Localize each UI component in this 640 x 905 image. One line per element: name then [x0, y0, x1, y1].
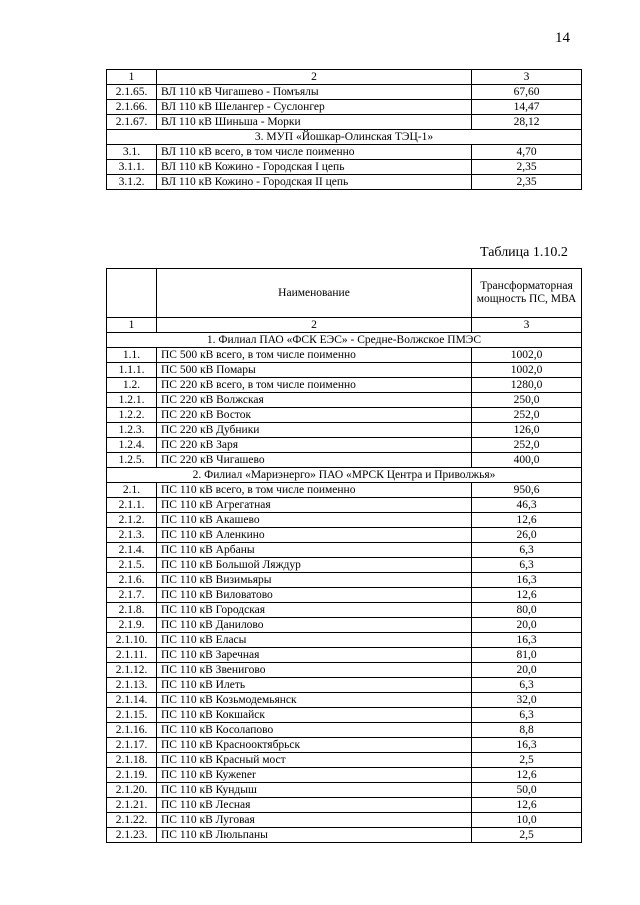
- row-name-cell: ВЛ 110 кВ Кожино - Городская II цепь: [157, 175, 472, 190]
- row-number-cell: 1.1.: [107, 348, 157, 363]
- row-number-cell: 2.1.11.: [107, 648, 157, 663]
- table-row: [107, 423, 582, 438]
- table-row: [107, 588, 582, 603]
- row-number-cell: 2.1.3.: [107, 528, 157, 543]
- row-name-cell: ПС 110 кВ Луговая: [157, 813, 472, 828]
- row-value-cell: 20,0: [472, 663, 582, 678]
- row-name-cell: ПС 110 кВ Арбаны: [157, 543, 472, 558]
- row-name-cell: ПС 110 кВ Кужener: [157, 768, 472, 783]
- table-row: [107, 618, 582, 633]
- row-name-cell: ПС 110 кВ Агрегатная: [157, 498, 472, 513]
- row-number-cell: 1.2.: [107, 378, 157, 393]
- row-value-cell: 2,35: [472, 175, 582, 190]
- row-name-cell: ПС 220 кВ Волжская: [157, 393, 472, 408]
- table-row: [107, 678, 582, 693]
- section-title: 1. Филиал ПАО «ФСК ЕЭС» - Средне-Волжское ПМЭС: [107, 333, 582, 348]
- table-caption: Таблица 1.10.2: [480, 245, 568, 260]
- row-number-cell: 2.1.15.: [107, 708, 157, 723]
- row-name-cell: ПС 110 кВ Звенигово: [157, 663, 472, 678]
- column-number-cell: 3: [472, 70, 582, 85]
- row-value-cell: 400,0: [472, 453, 582, 468]
- row-number-cell: 2.1.12.: [107, 663, 157, 678]
- row-number-cell: 1.2.2.: [107, 408, 157, 423]
- column-number-cell: 3: [472, 318, 582, 333]
- row-number-cell: 2.1.17.: [107, 738, 157, 753]
- row-name-cell: ВЛ 110 кВ Шелангер - Суслонгер: [157, 100, 472, 115]
- section-title: 2. Филиал «Мариэнерго» ПАО «МРСК Центра и Приволжья»: [107, 468, 582, 483]
- row-name-cell: ПС 110 кВ Городская: [157, 603, 472, 618]
- row-number-cell: 2.1.8.: [107, 603, 157, 618]
- row-value-cell: 6,3: [472, 678, 582, 693]
- table-row: [107, 708, 582, 723]
- row-value-cell: 80,0: [472, 603, 582, 618]
- column-number-row: [107, 318, 582, 333]
- table-substations: [106, 268, 582, 843]
- row-name-cell: ПС 110 кВ Данилово: [157, 618, 472, 633]
- table-row: [107, 603, 582, 618]
- row-name-cell: ПС 500 кВ Помары: [157, 363, 472, 378]
- row-number-cell: 2.1.21.: [107, 798, 157, 813]
- section-row: [107, 333, 582, 348]
- row-value-cell: 12,6: [472, 513, 582, 528]
- row-value-cell: 250,0: [472, 393, 582, 408]
- table-row: [107, 753, 582, 768]
- row-value-cell: 10,0: [472, 813, 582, 828]
- table-row: [107, 498, 582, 513]
- row-number-cell: 1.2.5.: [107, 453, 157, 468]
- row-number-cell: 3.1.: [107, 145, 157, 160]
- table-row: [107, 573, 582, 588]
- section-title: 3. МУП «Йошкар-Олинская ТЭЦ-1»: [107, 130, 582, 145]
- row-name-cell: ВЛ 110 кВ всего, в том числе поименно: [157, 145, 472, 160]
- table-row: [107, 738, 582, 753]
- row-value-cell: 4,70: [472, 145, 582, 160]
- table-row: [107, 175, 582, 190]
- row-name-cell: ВЛ 110 кВ Шиньша - Морки: [157, 115, 472, 130]
- row-number-cell: 2.1.5.: [107, 558, 157, 573]
- row-value-cell: 8,8: [472, 723, 582, 738]
- row-name-cell: ПС 220 кВ Восток: [157, 408, 472, 423]
- row-value-cell: 28,12: [472, 115, 582, 130]
- head-power-cell: Трансформаторная мощность ПС, МВА: [472, 269, 582, 318]
- column-number-cell: 2: [157, 70, 472, 85]
- row-value-cell: 6,3: [472, 558, 582, 573]
- row-number-cell: 2.1.6.: [107, 573, 157, 588]
- row-value-cell: 2,5: [472, 828, 582, 843]
- row-name-cell: ПС 110 кВ Кокшайск: [157, 708, 472, 723]
- row-value-cell: 252,0: [472, 408, 582, 423]
- row-number-cell: 2.1.66.: [107, 100, 157, 115]
- row-number-cell: 1.1.1.: [107, 363, 157, 378]
- table-row: [107, 378, 582, 393]
- row-name-cell: ВЛ 110 кВ Чигашево - Помъялы: [157, 85, 472, 100]
- row-name-cell: ПС 110 кВ Лесная: [157, 798, 472, 813]
- row-number-cell: 2.1.9.: [107, 618, 157, 633]
- table-row: [107, 798, 582, 813]
- row-number-cell: 2.1.18.: [107, 753, 157, 768]
- row-name-cell: ПС 110 кВ Козьмодемьянск: [157, 693, 472, 708]
- row-number-cell: 2.1.65.: [107, 85, 157, 100]
- table-row: [107, 693, 582, 708]
- row-name-cell: ПС 220 кВ Чигашево: [157, 453, 472, 468]
- row-value-cell: 126,0: [472, 423, 582, 438]
- table-row: [107, 100, 582, 115]
- row-value-cell: 12,6: [472, 798, 582, 813]
- row-name-cell: ПС 110 кВ Виловатово: [157, 588, 472, 603]
- row-number-cell: 3.1.2.: [107, 175, 157, 190]
- column-number-row: [107, 70, 582, 85]
- table-row: [107, 483, 582, 498]
- row-name-cell: ПС 110 кВ всего, в том числе поименно: [157, 483, 472, 498]
- row-number-cell: 1.2.1.: [107, 393, 157, 408]
- table-head-row: [107, 269, 582, 318]
- table-row: [107, 828, 582, 843]
- column-number-cell: 1: [107, 318, 157, 333]
- table-row: [107, 768, 582, 783]
- row-number-cell: 2.1.14.: [107, 693, 157, 708]
- table-row: [107, 783, 582, 798]
- row-name-cell: ПС 110 кВ Краснооктябрьск: [157, 738, 472, 753]
- row-name-cell: ПС 220 кВ всего, в том числе поименно: [157, 378, 472, 393]
- row-name-cell: ПС 500 кВ всего, в том числе поименно: [157, 348, 472, 363]
- table-row: [107, 513, 582, 528]
- row-value-cell: 26,0: [472, 528, 582, 543]
- row-value-cell: 2,5: [472, 753, 582, 768]
- row-name-cell: ПС 110 кВ Косолапово: [157, 723, 472, 738]
- table-row: [107, 663, 582, 678]
- row-name-cell: ПС 110 кВ Визимьяры: [157, 573, 472, 588]
- table-row: [107, 115, 582, 130]
- row-value-cell: 12,6: [472, 768, 582, 783]
- row-name-cell: ПС 220 кВ Дубники: [157, 423, 472, 438]
- table-row: [107, 145, 582, 160]
- row-number-cell: 2.1.13.: [107, 678, 157, 693]
- row-number-cell: 2.1.16.: [107, 723, 157, 738]
- row-name-cell: ВЛ 110 кВ Кожино - Городская I цепь: [157, 160, 472, 175]
- table-row: [107, 543, 582, 558]
- row-number-cell: 2.1.19.: [107, 768, 157, 783]
- row-value-cell: 1280,0: [472, 378, 582, 393]
- table-row: [107, 438, 582, 453]
- page-number: 14: [555, 30, 570, 46]
- row-number-cell: 2.1.: [107, 483, 157, 498]
- table-row: [107, 813, 582, 828]
- row-number-cell: 2.1.2.: [107, 513, 157, 528]
- row-name-cell: ПС 110 кВ Заречная: [157, 648, 472, 663]
- row-name-cell: ПС 110 кВ Илеть: [157, 678, 472, 693]
- table-row: [107, 633, 582, 648]
- table-row: [107, 558, 582, 573]
- head-num-cell: [107, 269, 157, 318]
- table-row: [107, 453, 582, 468]
- table-row: [107, 393, 582, 408]
- table-row: [107, 85, 582, 100]
- row-name-cell: ПС 110 кВ Кундыш: [157, 783, 472, 798]
- table-row: [107, 348, 582, 363]
- row-name-cell: ПС 110 кВ Красный мост: [157, 753, 472, 768]
- column-number-cell: 2: [157, 318, 472, 333]
- row-name-cell: ПС 110 кВ Люльпаны: [157, 828, 472, 843]
- row-number-cell: 2.1.22.: [107, 813, 157, 828]
- row-name-cell: ПС 110 кВ Еласы: [157, 633, 472, 648]
- row-name-cell: ПС 220 кВ Заря: [157, 438, 472, 453]
- head-name-cell: Наименование: [157, 269, 472, 318]
- row-number-cell: 2.1.20.: [107, 783, 157, 798]
- row-number-cell: 1.2.3.: [107, 423, 157, 438]
- row-value-cell: 252,0: [472, 438, 582, 453]
- row-number-cell: 2.1.4.: [107, 543, 157, 558]
- row-value-cell: 20,0: [472, 618, 582, 633]
- row-number-cell: 3.1.1.: [107, 160, 157, 175]
- row-value-cell: 1002,0: [472, 348, 582, 363]
- row-number-cell: 2.1.1.: [107, 498, 157, 513]
- column-number-cell: 1: [107, 70, 157, 85]
- table-row: [107, 408, 582, 423]
- row-number-cell: 2.1.7.: [107, 588, 157, 603]
- row-value-cell: 16,3: [472, 738, 582, 753]
- row-value-cell: 1002,0: [472, 363, 582, 378]
- row-name-cell: ПС 110 кВ Аленкино: [157, 528, 472, 543]
- row-value-cell: 12,6: [472, 588, 582, 603]
- row-value-cell: 14,47: [472, 100, 582, 115]
- section-row: [107, 468, 582, 483]
- row-name-cell: ПС 110 кВ Акашево: [157, 513, 472, 528]
- row-value-cell: 2,35: [472, 160, 582, 175]
- row-value-cell: 6,3: [472, 708, 582, 723]
- row-value-cell: 46,3: [472, 498, 582, 513]
- row-value-cell: 81,0: [472, 648, 582, 663]
- table-row: [107, 648, 582, 663]
- table-row: [107, 160, 582, 175]
- row-value-cell: 32,0: [472, 693, 582, 708]
- row-name-cell: ПС 110 кВ Большой Ляждур: [157, 558, 472, 573]
- table-row: [107, 528, 582, 543]
- row-value-cell: 67,60: [472, 85, 582, 100]
- row-value-cell: 50,0: [472, 783, 582, 798]
- row-number-cell: 2.1.67.: [107, 115, 157, 130]
- table-row: [107, 723, 582, 738]
- row-value-cell: 950,6: [472, 483, 582, 498]
- row-number-cell: 2.1.23.: [107, 828, 157, 843]
- row-number-cell: 2.1.10.: [107, 633, 157, 648]
- table-row: [107, 363, 582, 378]
- row-number-cell: 1.2.4.: [107, 438, 157, 453]
- row-value-cell: 16,3: [472, 633, 582, 648]
- row-value-cell: 16,3: [472, 573, 582, 588]
- table-power-lines: [106, 69, 582, 190]
- row-value-cell: 6,3: [472, 543, 582, 558]
- section-row: [107, 130, 582, 145]
